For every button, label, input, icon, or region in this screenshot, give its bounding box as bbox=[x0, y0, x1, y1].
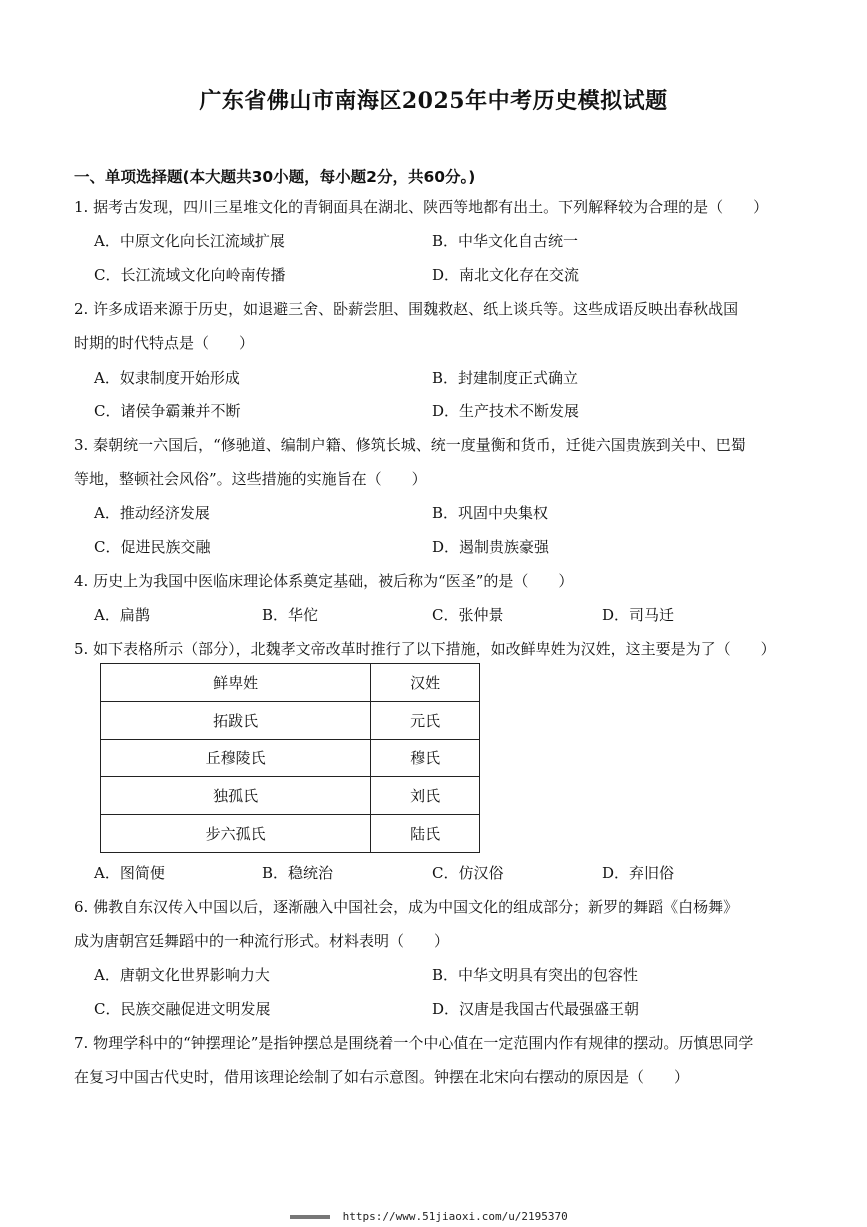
table-cell: 步六孤氏 bbox=[101, 815, 371, 853]
question-3-stem-line1: 3. 秦朝统一六国后，“修驰道、编制户籍、修筑长城、统一度量衡和货币，迁徙六国贵族到关中、巴蜀 bbox=[74, 436, 746, 454]
table-row bbox=[101, 777, 480, 815]
table-row bbox=[101, 739, 480, 777]
table-row bbox=[101, 815, 480, 853]
section-heading: 一、单项选择题(本大题共30小题，每小题2分，共60分。) bbox=[74, 168, 476, 186]
question-3-stem-line2: 等地，整顿社会风俗”。这些措施的实施旨在（ ） bbox=[74, 470, 427, 488]
q1-option-b[interactable]: B．中华文化自古统一 bbox=[432, 232, 579, 250]
q5-option-d[interactable]: D．弃旧俗 bbox=[602, 864, 675, 882]
q3-option-a[interactable]: A．推动经济发展 bbox=[94, 504, 210, 522]
question-6-stem-line1: 6. 佛教自东汉传入中国以后，逐渐融入中国社会，成为中国文化的组成部分；新罗的舞蹈《白杨舞》 bbox=[74, 898, 739, 916]
q3-option-b[interactable]: B．巩固中央集权 bbox=[432, 504, 549, 522]
table-cell: 陆氏 bbox=[371, 815, 480, 853]
q5-option-a[interactable]: A．图简便 bbox=[94, 864, 165, 882]
question-2-stem-line1: 2. 许多成语来源于历史，如退避三舍、卧薪尝胆、围魏救赵、纸上谈兵等。这些成语反映出春秋战国 bbox=[74, 300, 739, 318]
q1-option-c[interactable]: C．长江流域文化向岭南传播 bbox=[94, 266, 286, 284]
question-2-stem-line2: 时期的时代特点是（ ） bbox=[74, 334, 255, 352]
question-1-stem: 1. 据考古发现，四川三星堆文化的青铜面具在湖北、陕西等地都有出土。下列解释较为合理的是（ ） bbox=[74, 198, 769, 216]
footer-url[interactable]: https://www.51jiaoxi.com/u/2195370 bbox=[342, 1210, 568, 1223]
question-5-stem: 5. 如下表格所示（部分），北魏孝文帝改革时推行了以下措施，如改鲜卑姓为汉姓，这主要是为了（ ） bbox=[74, 640, 776, 658]
q3-option-d[interactable]: D．遏制贵族豪强 bbox=[432, 538, 550, 556]
surname-table bbox=[100, 663, 480, 853]
table-cell: 穆氏 bbox=[371, 739, 480, 777]
table-header-row bbox=[101, 664, 480, 702]
q4-option-d[interactable]: D．司马迁 bbox=[602, 606, 675, 624]
question-7-stem-line2: 在复习中国古代史时，借用该理论绘制了如右示意图。钟摆在北宋向右摆动的原因是（ ） bbox=[74, 1068, 690, 1086]
q5-option-b[interactable]: B．稳统治 bbox=[262, 864, 334, 882]
question-7-stem-line1: 7. 物理学科中的“钟摆理论”是指钟摆总是围绕着一个中心值在一定范围内作有规律的摆动。历慎思同学 bbox=[74, 1034, 754, 1052]
footer bbox=[290, 1210, 568, 1223]
q6-option-b[interactable]: B．中华文明具有突出的包容性 bbox=[432, 966, 639, 984]
q6-option-c[interactable]: C．民族交融促进文明发展 bbox=[94, 1000, 271, 1018]
watermark-bar-icon bbox=[290, 1215, 330, 1219]
table-header-han: 汉姓 bbox=[371, 664, 480, 702]
q2-option-d[interactable]: D．生产技术不断发展 bbox=[432, 402, 580, 420]
table-cell: 拓跋氏 bbox=[101, 701, 371, 739]
q1-option-a[interactable]: A．中原文化向长江流域扩展 bbox=[94, 232, 285, 250]
page-title: 广东省佛山市南海区2025年中考历史模拟试题 bbox=[199, 88, 668, 114]
q1-option-d[interactable]: D．南北文化存在交流 bbox=[432, 266, 580, 284]
q3-option-c[interactable]: C．促进民族交融 bbox=[94, 538, 211, 556]
table-cell: 独孤氏 bbox=[101, 777, 371, 815]
q4-option-a[interactable]: A．扁鹊 bbox=[94, 606, 150, 624]
q6-option-a[interactable]: A．唐朝文化世界影响力大 bbox=[94, 966, 270, 984]
table-cell: 丘穆陵氏 bbox=[101, 739, 371, 777]
q4-option-b[interactable]: B．华佗 bbox=[262, 606, 319, 624]
q6-option-d[interactable]: D．汉唐是我国古代最强盛王朝 bbox=[432, 1000, 640, 1018]
q2-option-a[interactable]: A．奴隶制度开始形成 bbox=[94, 369, 240, 387]
q2-option-b[interactable]: B．封建制度正式确立 bbox=[432, 369, 579, 387]
question-6-stem-line2: 成为唐朝宫廷舞蹈中的一种流行形式。材料表明（ ） bbox=[74, 932, 450, 950]
table-cell: 元氏 bbox=[371, 701, 480, 739]
table-header-xianbei: 鲜卑姓 bbox=[101, 664, 371, 702]
question-4-stem: 4. 历史上为我国中医临床理论体系奠定基础，被后称为“医圣”的是（ ） bbox=[74, 572, 574, 590]
q2-option-c[interactable]: C．诸侯争霸兼并不断 bbox=[94, 402, 241, 420]
table-cell: 刘氏 bbox=[371, 777, 480, 815]
q4-option-c[interactable]: C．张仲景 bbox=[432, 606, 504, 624]
q5-option-c[interactable]: C．仿汉俗 bbox=[432, 864, 504, 882]
table-row bbox=[101, 701, 480, 739]
